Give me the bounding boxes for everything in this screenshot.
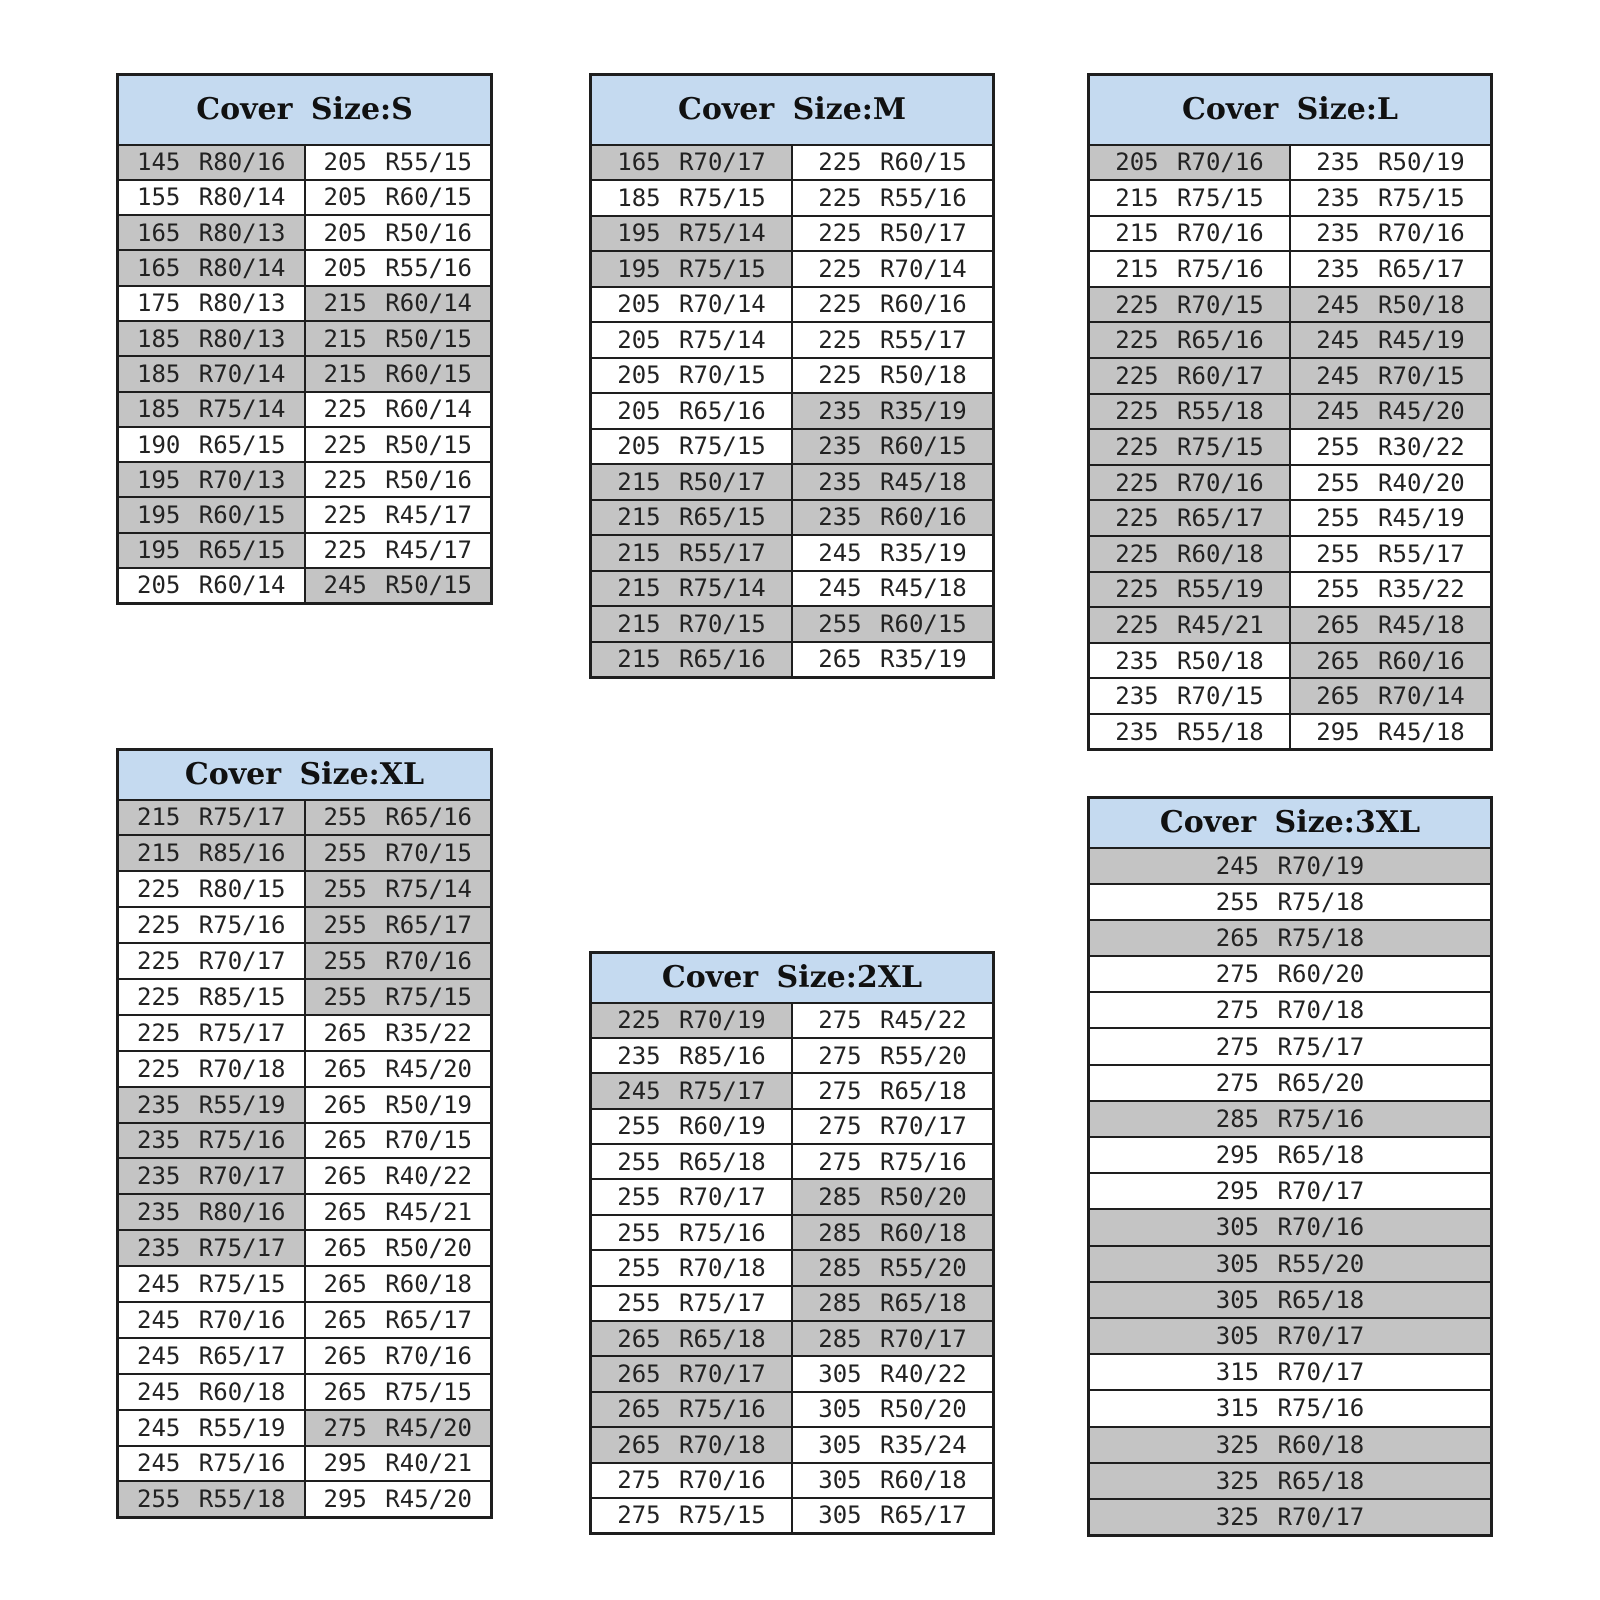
tire-size-cell: 235 R75/16	[118, 1123, 305, 1159]
cover-size-m-table	[589, 73, 995, 679]
table-row	[1089, 322, 1492, 358]
table-row	[1089, 678, 1492, 714]
tire-size-cell: 265 R45/21	[305, 1194, 492, 1230]
table-row	[1089, 607, 1492, 643]
table-row	[118, 1338, 492, 1374]
tire-size-cell: 275 R70/18	[1089, 992, 1492, 1028]
tire-size-cell: 245 R75/17	[591, 1073, 793, 1108]
tire-size-cell: 225 R55/18	[1089, 394, 1291, 430]
tire-size-cell: 225 R60/17	[1089, 358, 1291, 394]
tire-size-cell: 285 R60/18	[792, 1215, 994, 1250]
tire-size-cell: 275 R75/17	[1089, 1028, 1492, 1064]
table-row	[591, 1356, 994, 1391]
tire-size-cell: 255 R65/16	[305, 800, 492, 836]
tire-size-cell: 275 R75/15	[591, 1498, 793, 1533]
table-row	[1089, 572, 1492, 608]
tire-size-cell: 295 R70/17	[1089, 1173, 1492, 1209]
tire-size-cell: 215 R65/15	[591, 500, 793, 536]
table-row	[591, 1250, 994, 1285]
table-row	[118, 1123, 492, 1159]
tire-size-cell: 225 R65/17	[1089, 500, 1291, 536]
table-row	[1089, 394, 1492, 430]
table-row	[591, 1073, 994, 1108]
tire-size-cell: 305 R70/16	[1089, 1209, 1492, 1245]
tire-size-cell: 275 R65/20	[1089, 1065, 1492, 1101]
tire-size-cell: 190 R65/15	[118, 427, 305, 462]
table-row	[1089, 920, 1492, 956]
table-row	[118, 427, 492, 462]
tire-size-cell: 205 R70/16	[1089, 145, 1291, 181]
tire-size-cell: 255 R60/19	[591, 1109, 793, 1144]
tire-size-cell: 225 R55/19	[1089, 572, 1291, 608]
tire-size-cell: 305 R70/17	[1089, 1318, 1492, 1354]
tire-size-cell: 255 R55/18	[118, 1481, 305, 1517]
table-row	[591, 1144, 994, 1179]
tire-size-cell: 255 R75/16	[591, 1215, 793, 1250]
tire-size-cell: 305 R65/17	[792, 1498, 994, 1533]
tire-size-cell: 185 R75/14	[118, 392, 305, 427]
table-title: Cover Size:S	[118, 75, 492, 145]
tire-size-cell: 225 R50/17	[792, 216, 994, 252]
tire-size-cell: 315 R75/16	[1089, 1390, 1492, 1426]
table-row	[591, 1463, 994, 1498]
tire-size-cell: 275 R65/18	[792, 1073, 994, 1108]
tire-size-cell: 155 R80/14	[118, 180, 305, 215]
tire-size-cell: 215 R60/14	[305, 286, 492, 321]
tire-size-cell: 195 R75/14	[591, 216, 793, 252]
tire-size-cell: 245 R75/15	[118, 1266, 305, 1302]
table-row	[591, 358, 994, 394]
table-row	[591, 1109, 994, 1144]
tire-size-cell: 255 R70/17	[591, 1179, 793, 1214]
tire-size-cell: 225 R45/21	[1089, 607, 1291, 643]
tire-size-cell: 305 R35/24	[792, 1427, 994, 1462]
table-row	[591, 1321, 994, 1356]
tire-size-cell: 195 R75/15	[591, 251, 793, 287]
tire-size-cell: 275 R60/20	[1089, 956, 1492, 992]
tire-size-cell: 245 R50/15	[305, 568, 492, 603]
tire-size-cell: 225 R80/15	[118, 871, 305, 907]
table-row	[1089, 251, 1492, 287]
tire-size-cell: 165 R80/13	[118, 215, 305, 250]
tire-size-cell: 255 R40/20	[1290, 465, 1492, 501]
tire-size-cell: 165 R80/14	[118, 250, 305, 285]
tire-size-cell: 265 R50/19	[305, 1087, 492, 1123]
tire-size-cell: 195 R65/15	[118, 533, 305, 568]
table-row	[118, 392, 492, 427]
table-row	[1089, 1065, 1492, 1101]
table-row	[118, 800, 492, 836]
tire-size-cell: 215 R55/17	[591, 535, 793, 571]
tire-size-cell: 315 R70/17	[1089, 1354, 1492, 1390]
tire-size-cell: 255 R70/18	[591, 1250, 793, 1285]
tire-size-cell: 265 R35/22	[305, 1015, 492, 1051]
table-row	[1089, 643, 1492, 679]
tire-size-cell: 225 R70/18	[118, 1051, 305, 1087]
table-title: Cover Size:2XL	[591, 953, 994, 1003]
tire-size-cell: 255 R55/17	[1290, 536, 1492, 572]
tire-size-cell: 215 R60/15	[305, 356, 492, 391]
tire-size-cell: 265 R45/18	[1290, 607, 1492, 643]
table-row	[1089, 180, 1492, 216]
table-row	[118, 215, 492, 250]
tire-size-cell: 255 R35/22	[1290, 572, 1492, 608]
tire-size-cell: 225 R85/15	[118, 979, 305, 1015]
table-title: Cover Size:XL	[118, 750, 492, 800]
table-row	[118, 145, 492, 180]
table-row	[1089, 1246, 1492, 1282]
tire-size-cell: 255 R30/22	[1290, 429, 1492, 465]
tire-size-cell: 225 R75/16	[118, 907, 305, 943]
table-row	[1089, 1427, 1492, 1463]
table-row	[1089, 714, 1492, 750]
tire-size-cell: 185 R80/13	[118, 321, 305, 356]
tire-size-cell: 225 R60/18	[1089, 536, 1291, 572]
tire-size-cell: 235 R70/17	[118, 1158, 305, 1194]
cover-size-3xl-table	[1087, 796, 1493, 1537]
table-row	[591, 251, 994, 287]
table-row	[1089, 465, 1492, 501]
tire-size-cell: 225 R70/14	[792, 251, 994, 287]
tire-size-cell: 235 R80/16	[118, 1194, 305, 1230]
table-row	[1089, 1173, 1492, 1209]
tire-size-cell: 215 R75/16	[1089, 251, 1291, 287]
table-row	[1089, 145, 1492, 181]
table-row	[591, 1215, 994, 1250]
tire-size-cell: 215 R65/16	[591, 642, 793, 678]
tire-size-cell: 255 R70/16	[305, 943, 492, 979]
tire-size-cell: 205 R55/15	[305, 145, 492, 180]
tire-size-cell: 205 R70/14	[591, 287, 793, 323]
tire-size-cell: 235 R35/19	[792, 393, 994, 429]
tire-size-cell: 295 R45/18	[1290, 714, 1492, 750]
table-row	[118, 1230, 492, 1266]
tire-size-cell: 305 R40/22	[792, 1356, 994, 1391]
table-row	[1089, 500, 1492, 536]
tire-size-cell: 255 R65/17	[305, 907, 492, 943]
tire-size-cell: 245 R70/19	[1089, 848, 1492, 884]
tire-size-cell: 225 R70/17	[118, 943, 305, 979]
table-row	[118, 356, 492, 391]
tire-size-cell: 225 R50/16	[305, 462, 492, 497]
tire-size-cell: 255 R70/15	[305, 835, 492, 871]
tire-size-cell: 245 R60/18	[118, 1374, 305, 1410]
tire-size-cell: 295 R45/20	[305, 1481, 492, 1517]
table-row	[118, 1481, 492, 1517]
table-row	[1089, 992, 1492, 1028]
tire-size-cell: 235 R55/18	[1089, 714, 1291, 750]
tire-size-cell: 225 R55/16	[792, 180, 994, 216]
tire-size-cell: 215 R50/15	[305, 321, 492, 356]
tire-size-cell: 225 R50/18	[792, 358, 994, 394]
tire-size-cell: 285 R50/20	[792, 1179, 994, 1214]
tire-size-cell: 225 R70/16	[1089, 465, 1291, 501]
tire-size-cell: 225 R70/15	[1089, 287, 1291, 323]
table-row	[118, 835, 492, 871]
table-row	[118, 979, 492, 1015]
tire-size-cell: 285 R75/16	[1089, 1101, 1492, 1137]
table-row	[591, 216, 994, 252]
table-row	[118, 1302, 492, 1338]
tire-size-cell: 265 R75/16	[591, 1392, 793, 1427]
tire-size-cell: 235 R75/15	[1290, 180, 1492, 216]
tire-size-cell: 235 R50/19	[1290, 145, 1492, 181]
tire-size-cell: 205 R60/14	[118, 568, 305, 603]
tire-size-cell: 235 R60/16	[792, 500, 994, 536]
table-row	[591, 1392, 994, 1427]
table-row	[1089, 956, 1492, 992]
tire-size-cell: 275 R55/20	[792, 1038, 994, 1073]
table-row	[591, 1179, 994, 1214]
tire-size-cell: 205 R70/15	[591, 358, 793, 394]
tire-size-cell: 225 R75/17	[118, 1015, 305, 1051]
table-row	[591, 1498, 994, 1533]
table-row	[118, 1194, 492, 1230]
tire-size-cell: 245 R45/18	[792, 571, 994, 607]
tire-size-cell: 145 R80/16	[118, 145, 305, 180]
tire-size-cell: 245 R65/17	[118, 1338, 305, 1374]
tire-size-cell: 265 R50/20	[305, 1230, 492, 1266]
table-row	[591, 1038, 994, 1073]
table-row	[118, 533, 492, 568]
table-row	[1089, 1318, 1492, 1354]
table-row	[118, 1087, 492, 1123]
table-row	[118, 1051, 492, 1087]
tire-size-cell: 195 R60/15	[118, 497, 305, 532]
tire-size-cell: 285 R55/20	[792, 1250, 994, 1285]
table-row	[118, 1158, 492, 1194]
table-row	[118, 1374, 492, 1410]
tire-size-cell: 265 R75/15	[305, 1374, 492, 1410]
tire-size-cell: 255 R75/14	[305, 871, 492, 907]
table-row	[591, 287, 994, 323]
table-row	[118, 907, 492, 943]
table-title: Cover Size:L	[1089, 75, 1492, 145]
tire-size-cell: 245 R70/16	[118, 1302, 305, 1338]
table-row	[591, 429, 994, 465]
tire-size-cell: 195 R70/13	[118, 462, 305, 497]
tire-size-cell: 205 R65/16	[591, 393, 793, 429]
tire-size-cell: 205 R55/16	[305, 250, 492, 285]
tire-size-cell: 295 R40/21	[305, 1446, 492, 1482]
tire-size-cell: 265 R65/18	[591, 1321, 793, 1356]
table-row	[118, 1410, 492, 1446]
table-row	[118, 1266, 492, 1302]
table-row	[118, 568, 492, 603]
table-row	[1089, 1101, 1492, 1137]
tire-size-cell: 305 R55/20	[1089, 1246, 1492, 1282]
table-title: Cover Size:3XL	[1089, 798, 1492, 848]
tire-size-cell: 245 R75/16	[118, 1446, 305, 1482]
tire-size-cell: 305 R60/18	[792, 1463, 994, 1498]
table-row	[591, 464, 994, 500]
tire-size-cell: 275 R45/20	[305, 1410, 492, 1446]
tire-size-cell: 225 R45/17	[305, 497, 492, 532]
table-row	[118, 871, 492, 907]
tire-size-cell: 255 R75/17	[591, 1286, 793, 1321]
table-row	[1089, 884, 1492, 920]
table-row	[591, 571, 994, 607]
tire-size-cell: 285 R65/18	[792, 1286, 994, 1321]
tire-size-cell: 245 R45/19	[1290, 322, 1492, 358]
tire-size-cell: 235 R65/17	[1290, 251, 1492, 287]
tire-size-cell: 285 R70/17	[792, 1321, 994, 1356]
table-row	[118, 462, 492, 497]
tire-size-cell: 235 R60/15	[792, 429, 994, 465]
tire-size-cell: 225 R45/17	[305, 533, 492, 568]
table-row	[1089, 1354, 1492, 1390]
tire-size-cell: 215 R85/16	[118, 835, 305, 871]
tire-size-cell: 275 R70/16	[591, 1463, 793, 1498]
table-row	[591, 180, 994, 216]
tire-size-cell: 245 R55/19	[118, 1410, 305, 1446]
tire-size-cell: 205 R50/16	[305, 215, 492, 250]
table-row	[591, 535, 994, 571]
tire-size-cell: 275 R75/16	[792, 1144, 994, 1179]
tire-size-cell: 245 R70/15	[1290, 358, 1492, 394]
table-row	[1089, 536, 1492, 572]
table-row	[1089, 1499, 1492, 1535]
tire-size-cell: 325 R65/18	[1089, 1463, 1492, 1499]
tire-size-cell: 225 R55/17	[792, 322, 994, 358]
tire-size-cell: 205 R60/15	[305, 180, 492, 215]
cover-size-xl-table	[116, 748, 493, 1519]
cover-size-s-table	[116, 73, 493, 605]
table-row	[1089, 287, 1492, 323]
tire-size-cell: 265 R40/22	[305, 1158, 492, 1194]
tire-size-cell: 225 R50/15	[305, 427, 492, 462]
tire-size-cell: 305 R65/18	[1089, 1282, 1492, 1318]
tire-size-cell: 245 R45/20	[1290, 394, 1492, 430]
tire-size-cell: 215 R75/14	[591, 571, 793, 607]
table-row	[1089, 429, 1492, 465]
table-row	[591, 642, 994, 678]
table-row	[1089, 1463, 1492, 1499]
table-row	[1089, 848, 1492, 884]
tire-size-cell: 305 R50/20	[792, 1392, 994, 1427]
table-row	[1089, 1209, 1492, 1245]
table-row	[591, 322, 994, 358]
table-row	[118, 943, 492, 979]
table-row	[1089, 1137, 1492, 1173]
tire-size-cell: 265 R45/20	[305, 1051, 492, 1087]
tire-size-cell: 235 R50/18	[1089, 643, 1291, 679]
tire-size-cell: 245 R35/19	[792, 535, 994, 571]
table-row	[118, 321, 492, 356]
tire-size-cell: 295 R65/18	[1089, 1137, 1492, 1173]
tire-size-cell: 235 R70/16	[1290, 216, 1492, 252]
table-row	[1089, 358, 1492, 394]
tire-size-cell: 265 R75/18	[1089, 920, 1492, 956]
tire-size-cell: 325 R60/18	[1089, 1427, 1492, 1463]
tire-size-cell: 265 R70/14	[1290, 678, 1492, 714]
tire-size-cell: 325 R70/17	[1089, 1499, 1492, 1535]
cover-size-l-table	[1087, 73, 1493, 751]
tire-size-cell: 265 R70/17	[591, 1356, 793, 1391]
table-row	[591, 145, 994, 181]
tire-size-cell: 185 R75/15	[591, 180, 793, 216]
tire-size-cell: 255 R65/18	[591, 1144, 793, 1179]
table-row	[591, 500, 994, 536]
tire-size-cell: 265 R35/19	[792, 642, 994, 678]
tire-size-cell: 205 R75/14	[591, 322, 793, 358]
table-row	[591, 606, 994, 642]
table-row	[1089, 216, 1492, 252]
tire-size-cell: 275 R70/17	[792, 1109, 994, 1144]
tire-size-cell: 175 R80/13	[118, 286, 305, 321]
tire-size-cell: 235 R85/16	[591, 1038, 793, 1073]
table-title: Cover Size:M	[591, 75, 994, 145]
table-row	[591, 1286, 994, 1321]
tire-size-cell: 255 R45/19	[1290, 500, 1492, 536]
tire-size-cell: 225 R65/16	[1089, 322, 1291, 358]
table-row	[118, 250, 492, 285]
tire-size-cell: 235 R70/15	[1089, 678, 1291, 714]
tire-size-cell: 265 R70/18	[591, 1427, 793, 1462]
table-row	[591, 1003, 994, 1038]
tire-size-cell: 225 R75/15	[1089, 429, 1291, 465]
tire-size-cell: 225 R70/19	[591, 1003, 793, 1038]
table-row	[1089, 1390, 1492, 1426]
tire-size-cell: 255 R75/15	[305, 979, 492, 1015]
table-row	[118, 286, 492, 321]
tire-size-cell: 235 R55/19	[118, 1087, 305, 1123]
table-row	[591, 1427, 994, 1462]
table-row	[118, 1446, 492, 1482]
tire-size-cell: 265 R70/16	[305, 1338, 492, 1374]
tire-size-cell: 215 R70/16	[1089, 216, 1291, 252]
tire-size-cell: 235 R45/18	[792, 464, 994, 500]
tire-size-cell: 275 R45/22	[792, 1003, 994, 1038]
tire-size-cell: 265 R65/17	[305, 1302, 492, 1338]
tire-size-cell: 235 R75/17	[118, 1230, 305, 1266]
tire-size-cell: 205 R75/15	[591, 429, 793, 465]
tire-size-cell: 215 R75/15	[1089, 180, 1291, 216]
tire-size-cell: 215 R75/17	[118, 800, 305, 836]
tire-size-cell: 185 R70/14	[118, 356, 305, 391]
table-row	[1089, 1282, 1492, 1318]
tire-size-cell: 255 R75/18	[1089, 884, 1492, 920]
tire-size-cell: 215 R70/15	[591, 606, 793, 642]
tire-size-cell: 165 R70/17	[591, 145, 793, 181]
table-row	[118, 1015, 492, 1051]
table-row	[118, 180, 492, 215]
tire-size-cell: 225 R60/15	[792, 145, 994, 181]
tire-size-cell: 225 R60/16	[792, 287, 994, 323]
table-row	[591, 393, 994, 429]
table-row	[1089, 1028, 1492, 1064]
cover-size-2xl-table	[589, 951, 995, 1535]
tire-size-cell: 245 R50/18	[1290, 287, 1492, 323]
tire-size-cell: 215 R50/17	[591, 464, 793, 500]
table-row	[118, 497, 492, 532]
tire-size-cell: 265 R60/18	[305, 1266, 492, 1302]
tire-size-cell: 225 R60/14	[305, 392, 492, 427]
tire-size-cell: 265 R60/16	[1290, 643, 1492, 679]
tire-size-cell: 255 R60/15	[792, 606, 994, 642]
tire-size-cell: 265 R70/15	[305, 1123, 492, 1159]
